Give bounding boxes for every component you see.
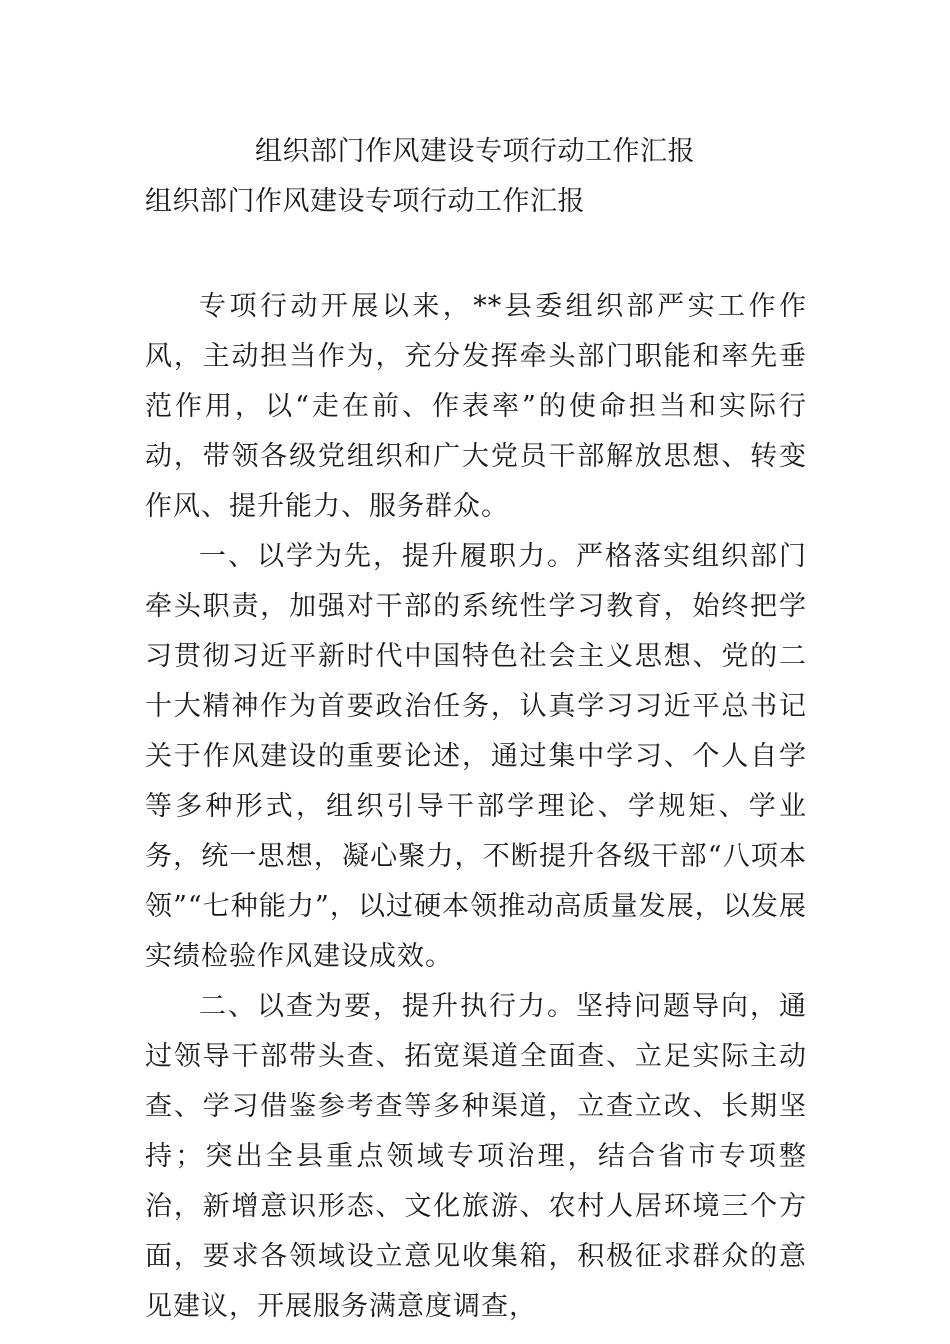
paragraph-intro: 专项行动开展以来，**县委组织部严实工作作风，主动担当作为，充分发挥牵头部门职能和率先垂范作用，以“走在前、作表率”的使命担当和实际行动，带领各级党组织和广大党员干部解放思想、转变作风、提升能力、服务群众。: [145, 291, 807, 522]
document-subtitle: 组织部门作风建设专项行动工作汇报: [145, 186, 585, 217]
paragraph-section-1: 一、以学为先，提升履职力。严格落实组织部门牵头职责，加强对干部的系统性学习教育，始终把学习贯彻习近平新时代中国特色社会主义思想、党的二十大精神作为首要政治任务，认真学习习近平总书记关于作风建设的重要论述，通过集中学习、个人自学等多种形式，组织引导干部学理论、学规矩、学业务，统一思想，凝心聚力，不断提升各级干部“八项本领”“七种能力”，以过硬本领推动高质量发展，以发展实绩检验作风建设成效。: [145, 541, 807, 972]
paragraph-section-2: 二、以查为要，提升执行力。坚持问题导向，通过领导干部带头查、拓宽渠道全面查、立足实际主动查、学习借鉴参考查等多种渠道，立查立改、长期坚持；突出全县重点领域专项治理，结合省市专项整治，新增意识形态、文化旅游、农村人居环境三个方面，要求各领域设立意见收集箱，积极征求群众的意见建议，开展服务满意度调查，: [145, 991, 807, 1322]
document-body: [145, 282, 807, 1332]
document-title: 组织部门作风建设专项行动工作汇报: [255, 136, 695, 167]
